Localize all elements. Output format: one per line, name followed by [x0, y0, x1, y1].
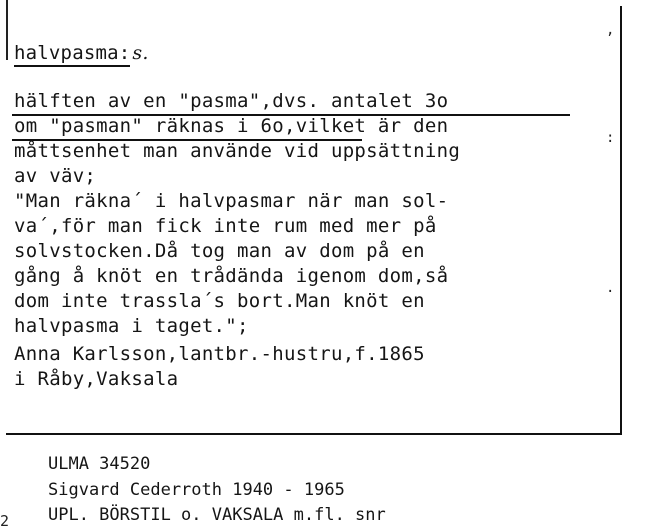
archive-id: ULMA 34520: [48, 454, 151, 474]
definition-line-3: måttsenhet man använde vid uppsättning: [14, 140, 461, 162]
informant-line-2: i Råby,Vaksala: [14, 368, 179, 390]
edge-mark: :: [606, 130, 615, 146]
margin-number: 2: [0, 512, 10, 530]
definition-line-2: om "pasman" räknas i 6o,vilket är den: [14, 115, 449, 137]
part-of-speech: s.: [132, 42, 149, 64]
quote-line-1: "Man räkna´ i halvpasmar när man sol-: [14, 190, 449, 212]
quote-line-6: halvpasma i taget.";: [14, 315, 249, 337]
collector: Sigvard Cederroth 1940 - 1965: [48, 480, 345, 500]
informant-line-1: Anna Karlsson,lantbr.-hustru,f.1865: [14, 343, 425, 365]
location: UPL. BÖRSTIL o. VAKSALA m.fl. snr: [48, 505, 386, 525]
quote-line-3: solvstocken.Då tog man av dom på en: [14, 240, 425, 262]
card-header: [14, 42, 149, 64]
definition-line-4: av väv;: [14, 165, 97, 187]
quote-line-2: va´,för man fick inte rum med mer på: [14, 215, 437, 237]
quote-line-5: dom inte trassla´s bort.Man knöt en: [14, 290, 425, 312]
quote-line-4: gång å knöt en trådända igenom dom,så: [14, 265, 449, 287]
definition-line-1: hälften av en "pasma",dvs. antalet 3o: [14, 90, 449, 112]
headword: halvpasma:: [14, 42, 130, 67]
corner-mark: ,: [606, 22, 615, 38]
edge-mark: .: [606, 280, 615, 296]
